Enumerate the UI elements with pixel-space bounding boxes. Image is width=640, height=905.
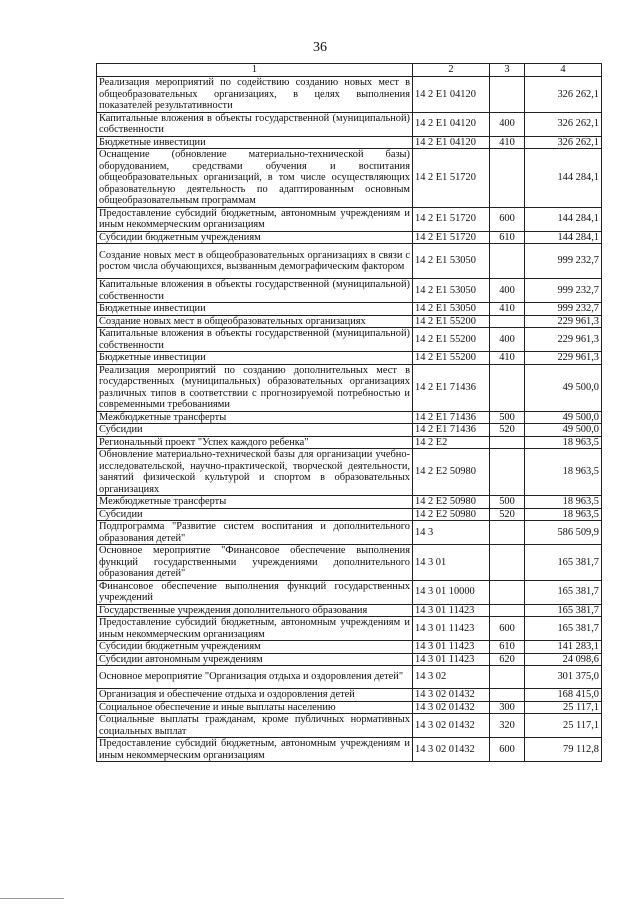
table-row [97, 149, 602, 208]
row-amount-cell: 586 509,9 [525, 521, 602, 545]
row-type-cell: 610 [490, 231, 525, 244]
table-row [97, 641, 602, 654]
row-name-cell: Социальные выплаты гражданам, кроме публичных нормативных социальных выплат [97, 714, 413, 738]
row-code-cell: 14 2 E1 55200 [413, 352, 490, 365]
row-amount-cell: 49 500,0 [525, 424, 602, 437]
row-code-cell: 14 2 E2 [413, 436, 490, 449]
row-code-cell: 14 2 E1 71436 [413, 364, 490, 411]
row-type-cell: 500 [490, 411, 525, 424]
table-row [97, 303, 602, 316]
table-row [97, 77, 602, 113]
row-amount-cell: 49 500,0 [525, 411, 602, 424]
header-col-2: 2 [413, 64, 490, 77]
row-name-cell: Капитальные вложения в объекты государственной (муниципальной) собственности [97, 112, 413, 136]
row-type-cell [490, 364, 525, 411]
row-type-cell [490, 545, 525, 581]
row-amount-cell: 18 963,5 [525, 508, 602, 521]
row-name-cell: Межбюджетные трансферты [97, 411, 413, 424]
header-col-1: 1 [97, 64, 413, 77]
row-code-cell: 14 2 E1 04120 [413, 77, 490, 113]
row-amount-cell: 999 232,7 [525, 244, 602, 279]
row-amount-cell: 229 961,3 [525, 328, 602, 352]
row-code-cell: 14 3 01 11423 [413, 617, 490, 641]
row-type-cell [490, 436, 525, 449]
row-amount-cell: 999 232,7 [525, 303, 602, 316]
row-type-cell [490, 149, 525, 208]
row-type-cell: 620 [490, 653, 525, 666]
row-code-cell: 14 2 E1 71436 [413, 411, 490, 424]
row-amount-cell: 168 415,0 [525, 689, 602, 702]
table-row [97, 521, 602, 545]
table-row [97, 207, 602, 231]
row-name-cell: Государственные учреждения дополнительного образования [97, 604, 413, 617]
table-row [97, 279, 602, 303]
row-amount-cell: 326 262,1 [525, 77, 602, 113]
row-amount-cell: 165 381,7 [525, 580, 602, 604]
page-number: 36 [313, 40, 327, 55]
row-amount-cell: 144 284,1 [525, 149, 602, 208]
row-code-cell: 14 3 02 01432 [413, 701, 490, 714]
row-name-cell: Субсидии бюджетным учреждениям [97, 231, 413, 244]
header-col-4: 4 [525, 64, 602, 77]
row-code-cell: 14 3 01 11423 [413, 641, 490, 654]
table-row [97, 738, 602, 762]
row-code-cell: 14 3 02 01432 [413, 689, 490, 702]
row-name-cell: Оснащение (обновление материально-технической базы) оборудованием, средствами обучения и воспитания общеобразовательных организаций, в том числе осуществляющих образовательную деятельность по адаптированным основным общеобразовательным программам [97, 149, 413, 208]
row-type-cell: 600 [490, 738, 525, 762]
table-row [97, 424, 602, 437]
table-row [97, 666, 602, 689]
row-name-cell: Основное мероприятие "Организация отдыха и оздоровления детей" [97, 666, 413, 689]
table-row [97, 136, 602, 149]
row-code-cell: 14 2 E1 55200 [413, 328, 490, 352]
row-code-cell: 14 2 E1 51720 [413, 231, 490, 244]
row-type-cell [490, 521, 525, 545]
row-code-cell: 14 3 02 01432 [413, 714, 490, 738]
row-amount-cell: 229 961,3 [525, 352, 602, 365]
row-amount-cell: 79 112,8 [525, 738, 602, 762]
row-code-cell: 14 2 E2 50980 [413, 449, 490, 496]
row-type-cell [490, 604, 525, 617]
row-type-cell [490, 449, 525, 496]
table-row [97, 653, 602, 666]
row-type-cell: 520 [490, 424, 525, 437]
row-type-cell [490, 77, 525, 113]
row-amount-cell: 141 283,1 [525, 641, 602, 654]
row-type-cell: 500 [490, 496, 525, 509]
row-type-cell [490, 580, 525, 604]
table-row [97, 436, 602, 449]
table-row [97, 411, 602, 424]
row-type-cell [490, 666, 525, 689]
row-type-cell [490, 315, 525, 328]
row-type-cell: 410 [490, 303, 525, 316]
row-name-cell: Межбюджетные трансферты [97, 496, 413, 509]
row-name-cell: Предоставление субсидий бюджетным, автономным учреждениям и иным некоммерческим организациям [97, 207, 413, 231]
row-type-cell [490, 689, 525, 702]
table-row [97, 701, 602, 714]
footer-divider [0, 898, 64, 899]
row-type-cell: 600 [490, 617, 525, 641]
table-row [97, 231, 602, 244]
row-amount-cell: 326 262,1 [525, 136, 602, 149]
row-name-cell: Субсидии [97, 424, 413, 437]
table-row [97, 328, 602, 352]
row-type-cell: 600 [490, 207, 525, 231]
row-name-cell: Организация и обеспечение отдыха и оздоровления детей [97, 689, 413, 702]
table-row [97, 449, 602, 496]
row-type-cell: 400 [490, 279, 525, 303]
row-name-cell: Капитальные вложения в объекты государственной (муниципальной) собственности [97, 279, 413, 303]
row-amount-cell: 165 381,7 [525, 604, 602, 617]
row-type-cell: 300 [490, 701, 525, 714]
table-row [97, 604, 602, 617]
row-code-cell: 14 2 E1 71436 [413, 424, 490, 437]
row-type-cell: 410 [490, 352, 525, 365]
table-row [97, 364, 602, 411]
row-name-cell: Основное мероприятие "Финансовое обеспечение выполнения функций государственными учреждениями дополнительного образования детей" [97, 545, 413, 581]
row-code-cell: 14 2 E2 50980 [413, 496, 490, 509]
header-col-3: 3 [490, 64, 525, 77]
row-code-cell: 14 3 01 11423 [413, 653, 490, 666]
table-row [97, 545, 602, 581]
table-body [97, 77, 602, 762]
row-amount-cell: 144 284,1 [525, 231, 602, 244]
row-amount-cell: 165 381,7 [525, 545, 602, 581]
row-name-cell: Реализация мероприятий по созданию дополнительных мест в государственных (муниципальных) образовательных организациях различных типов в соответствии с прогнозируемой потребностью и современными требованиями [97, 364, 413, 411]
table-row [97, 714, 602, 738]
table-header-row [97, 64, 602, 77]
table-row [97, 352, 602, 365]
row-type-cell [490, 244, 525, 279]
row-amount-cell: 999 232,7 [525, 279, 602, 303]
row-code-cell: 14 2 E1 55200 [413, 315, 490, 328]
row-type-cell: 520 [490, 508, 525, 521]
table-row [97, 689, 602, 702]
row-name-cell: Социальное обеспечение и иные выплаты населению [97, 701, 413, 714]
row-name-cell: Региональный проект "Успех каждого ребенка" [97, 436, 413, 449]
row-name-cell: Бюджетные инвестиции [97, 136, 413, 149]
row-code-cell: 14 2 E1 51720 [413, 207, 490, 231]
row-type-cell: 400 [490, 112, 525, 136]
row-code-cell: 14 2 E1 53050 [413, 279, 490, 303]
row-amount-cell: 165 381,7 [525, 617, 602, 641]
table-row [97, 617, 602, 641]
row-amount-cell: 24 098,6 [525, 653, 602, 666]
row-type-cell: 610 [490, 641, 525, 654]
row-code-cell: 14 2 E1 51720 [413, 149, 490, 208]
table-row [97, 112, 602, 136]
table-row [97, 496, 602, 509]
row-amount-cell: 326 262,1 [525, 112, 602, 136]
row-type-cell: 400 [490, 328, 525, 352]
row-amount-cell: 18 963,5 [525, 436, 602, 449]
row-type-cell: 410 [490, 136, 525, 149]
row-name-cell: Подпрограмма "Развитие систем воспитания и дополнительного образования детей" [97, 521, 413, 545]
table-row [97, 315, 602, 328]
row-code-cell: 14 2 E1 53050 [413, 244, 490, 279]
row-code-cell: 14 2 E1 53050 [413, 303, 490, 316]
row-code-cell: 14 3 01 10000 [413, 580, 490, 604]
row-amount-cell: 18 963,5 [525, 449, 602, 496]
row-code-cell: 14 3 02 [413, 666, 490, 689]
row-code-cell: 14 2 E1 04120 [413, 136, 490, 149]
row-amount-cell: 25 117,1 [525, 701, 602, 714]
row-name-cell: Реализация мероприятий по содействию созданию новых мест в общеобразовательных организациях, в целях выполнения показателей результативности [97, 77, 413, 113]
table-row [97, 580, 602, 604]
row-name-cell: Субсидии [97, 508, 413, 521]
row-name-cell: Создание новых мест в общеобразовательных организациях в связи с ростом числа обучающихся, вызванным демографическим фактором [97, 244, 413, 279]
row-amount-cell: 49 500,0 [525, 364, 602, 411]
row-name-cell: Предоставление субсидий бюджетным, автономным учреждениям и иным некоммерческим организациям [97, 617, 413, 641]
row-amount-cell: 229 961,3 [525, 315, 602, 328]
table-row [97, 244, 602, 279]
row-amount-cell: 301 375,0 [525, 666, 602, 689]
row-code-cell: 14 3 01 [413, 545, 490, 581]
row-name-cell: Бюджетные инвестиции [97, 303, 413, 316]
row-name-cell: Бюджетные инвестиции [97, 352, 413, 365]
row-name-cell: Субсидии автономным учреждениям [97, 653, 413, 666]
row-code-cell: 14 3 [413, 521, 490, 545]
row-code-cell: 14 2 E2 50980 [413, 508, 490, 521]
row-amount-cell: 25 117,1 [525, 714, 602, 738]
row-amount-cell: 18 963,5 [525, 496, 602, 509]
row-code-cell: 14 2 E1 04120 [413, 112, 490, 136]
row-name-cell: Субсидии бюджетным учреждениям [97, 641, 413, 654]
row-name-cell: Создание новых мест в общеобразовательных организациях [97, 315, 413, 328]
row-name-cell: Капитальные вложения в объекты государственной (муниципальной) собственности [97, 328, 413, 352]
row-code-cell: 14 3 01 11423 [413, 604, 490, 617]
table-header [97, 64, 602, 77]
row-name-cell: Обновление материально-технической базы для организации учебно-исследовательской, научно-практической, творческой деятельности, занятий физической культурой и спортом в образовательных организациях [97, 449, 413, 496]
budget-table [96, 63, 602, 762]
row-code-cell: 14 3 02 01432 [413, 738, 490, 762]
row-amount-cell: 144 284,1 [525, 207, 602, 231]
row-name-cell: Предоставление субсидий бюджетным, автономным учреждениям и иным некоммерческим организациям [97, 738, 413, 762]
row-name-cell: Финансовое обеспечение выполнения функций государственных учреждений [97, 580, 413, 604]
row-type-cell: 320 [490, 714, 525, 738]
table-row [97, 508, 602, 521]
